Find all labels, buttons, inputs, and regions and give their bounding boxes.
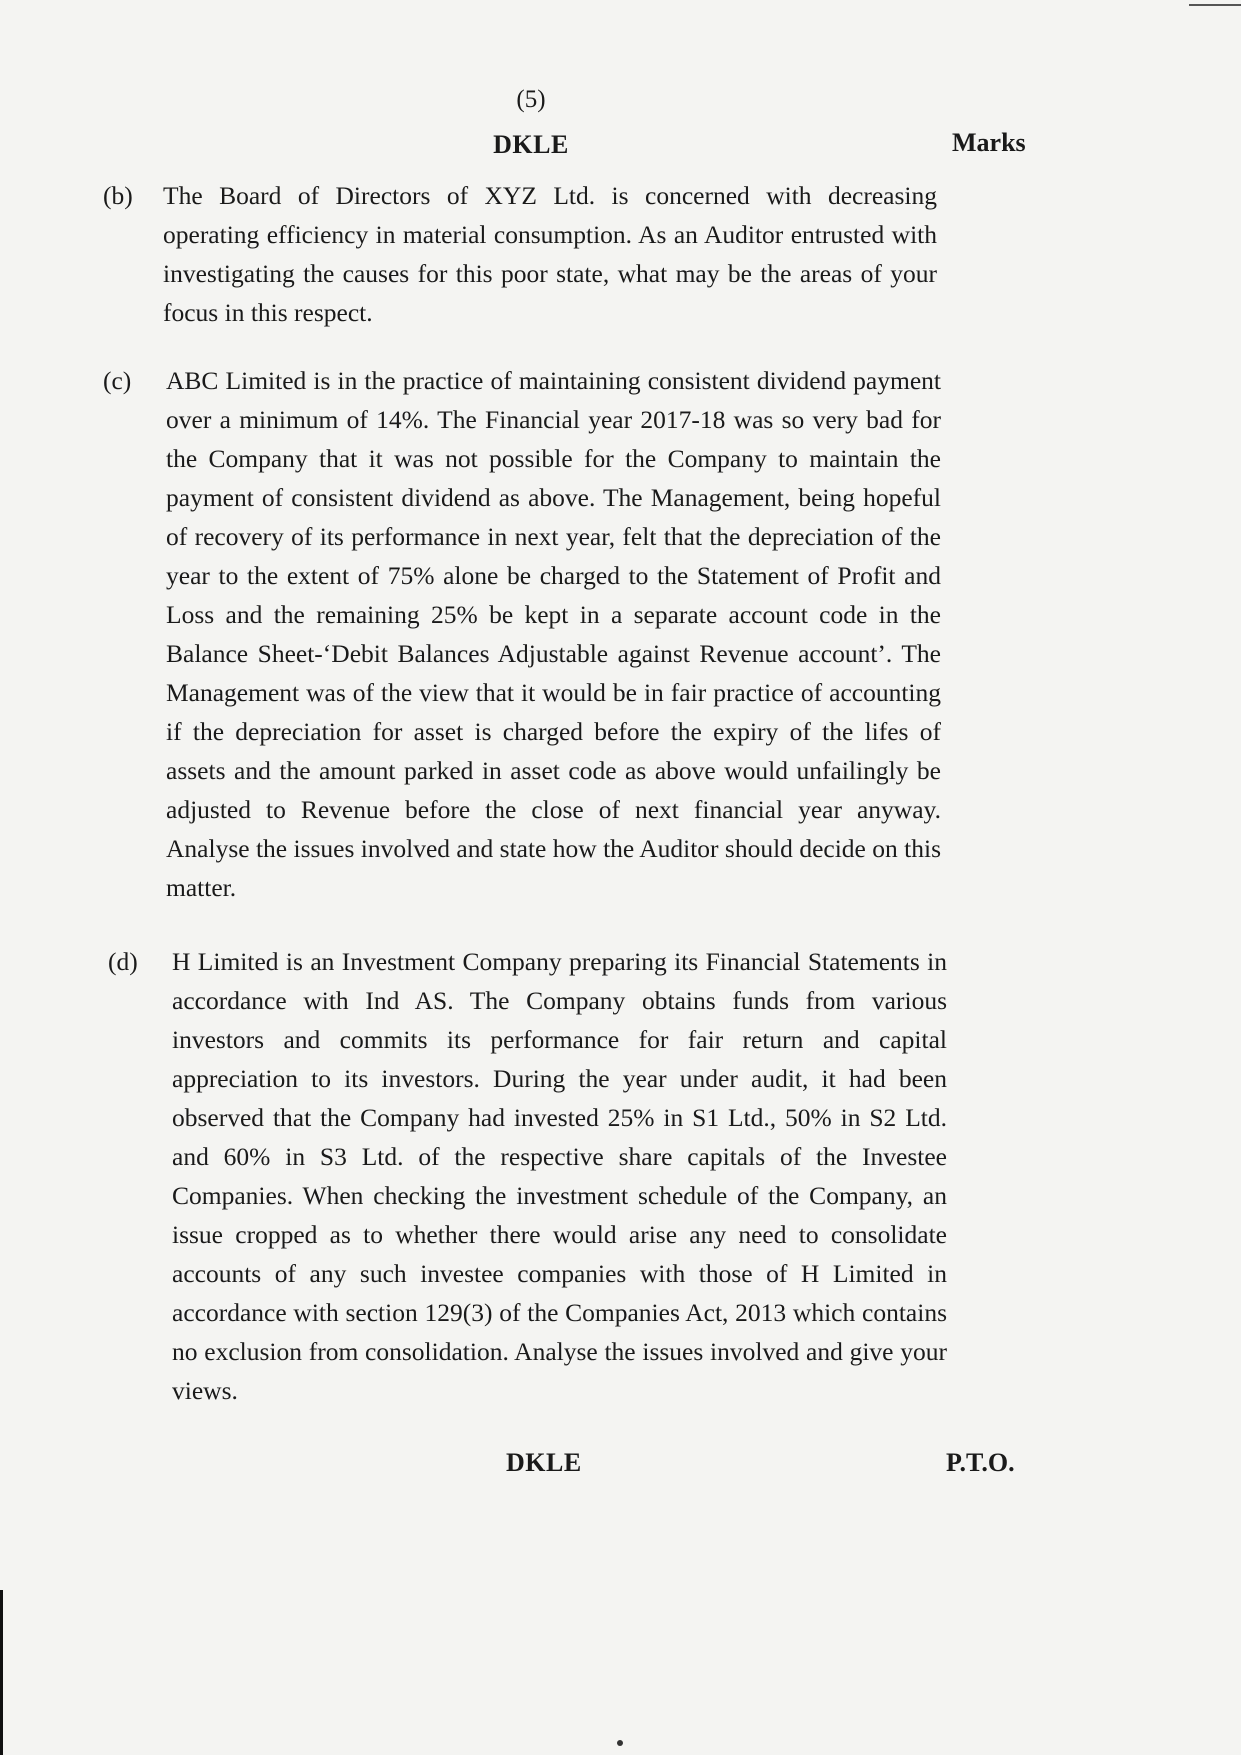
footer-pto: P.T.O. <box>946 1448 1015 1477</box>
scan-edge-mark-left <box>0 1590 3 1755</box>
marks-column-label: Marks <box>952 128 1026 157</box>
question-b <box>103 176 937 332</box>
question-label: (b) <box>103 181 133 210</box>
question-c <box>103 361 941 907</box>
header-code: DKLE <box>493 130 569 159</box>
question-d <box>108 942 947 1410</box>
scan-dot <box>617 1740 623 1746</box>
question-label: (d) <box>108 947 138 976</box>
question-text: H Limited is an Investment Company preparing its Financial Statements in accordance with Ind AS. The Company obtains funds from various investors and commits its performance for fair return and capital appreciation to its investors. During the year under audit, it had been observed that the Company had invested 25% in S1 Ltd., 50% in S2 Ltd. and 60% in S3 Ltd. of the respective share capitals of the Investee Companies. When checking the investment schedule of the Company, an issue cropped as to whether there would arise any need to consolidate accounts of any such investee companies with those of H Limited in accordance with section 129(3) of the Companies Act, 2013 which contains no exclusion from consolidation. Analyse the issues involved and give your views. <box>172 947 947 1405</box>
footer-code: DKLE <box>506 1448 582 1477</box>
question-text: ABC Limited is in the practice of maintaining consistent dividend payment over a minimum of 14%. The Financial year 2017-18 was so very bad for the Company that it was not possible for the Company to maintain the payment of consistent dividend as above. The Management, being hopeful of recovery of its performance in next year, felt that the depreciation of the year to the extent of 75% alone be charged to the Statement of Profit and Loss and the remaining 25% be kept in a separate account code in the Balance Sheet-‘Debit Balances Adjustable against Revenue account’. The Management was of the view that it would be in fair practice of accounting if the depreciation for asset is charged before the expiry of the lifes of assets and the amount parked in asset code as above would unfailingly be adjusted to Revenue before the close of next financial year anyway. Analyse the issues involved and state how the Auditor should decide on this matter. <box>166 366 941 902</box>
question-text: The Board of Directors of XYZ Ltd. is concerned with decreasing operating efficiency in material consumption. As an Auditor entrusted with investigating the causes for this poor state, what may be the areas of your focus in this respect. <box>163 181 937 327</box>
scan-edge-mark-top <box>1189 4 1241 6</box>
question-label: (c) <box>103 366 132 395</box>
page-number: (5) <box>516 86 546 113</box>
